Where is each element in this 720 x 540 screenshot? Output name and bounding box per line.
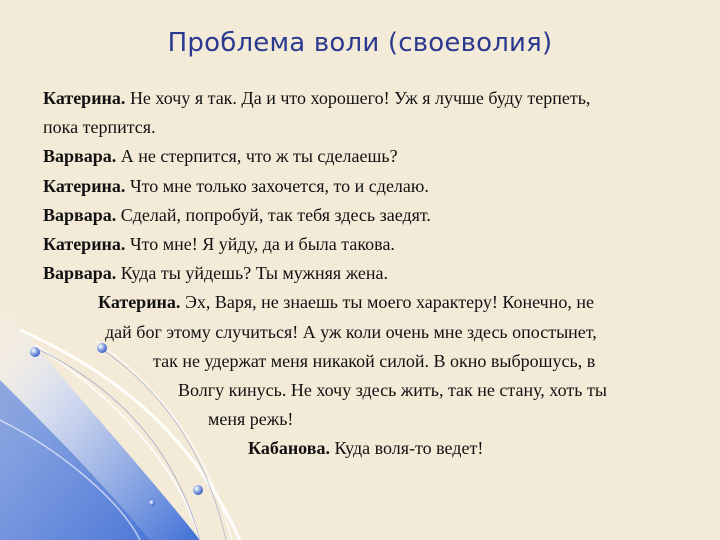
decor-dot bbox=[193, 485, 203, 495]
dialogue-line bbox=[43, 261, 388, 285]
speaker-name: Катерина. bbox=[98, 292, 181, 312]
speaker-name: Варвара. bbox=[43, 205, 117, 225]
dialogue-line bbox=[43, 86, 590, 110]
dialogue-line bbox=[43, 203, 431, 227]
speaker-name: Варвара. bbox=[43, 263, 117, 283]
line-text: Волгу кинусь. Не хочу здесь жить, так не стану, хоть ты bbox=[178, 380, 607, 400]
dialogue-line bbox=[43, 232, 395, 256]
speaker-name: Кабанова. bbox=[248, 438, 330, 458]
speaker-name: Катерина. bbox=[43, 234, 126, 254]
dialogue-line bbox=[208, 407, 293, 431]
dialogue-line bbox=[248, 436, 483, 460]
slide-title: Проблема воли (своеволия) bbox=[167, 28, 553, 58]
speaker-name: Варвара. bbox=[43, 146, 117, 166]
dialogue-line bbox=[178, 378, 607, 402]
dialogue-line bbox=[105, 320, 597, 344]
line-text: Куда ты уйдешь? Ты мужняя жена. bbox=[116, 263, 388, 283]
line-text: так не удержат меня никакой силой. В окно выброшусь, в bbox=[153, 351, 596, 371]
line-text: А не стерпится, что ж ты сделаешь? bbox=[116, 146, 398, 166]
dialogue-line bbox=[43, 115, 156, 139]
dialogue-line bbox=[98, 290, 594, 314]
line-text: дай бог этому случиться! А уж коли очень мне здесь опостынет, bbox=[105, 322, 597, 342]
line-text: Куда воля-то ведет! bbox=[329, 438, 484, 458]
line-text: меня режь! bbox=[208, 409, 294, 429]
decor-dot bbox=[30, 347, 40, 357]
dialogue-line bbox=[43, 174, 429, 198]
line-text: Эх, Варя, не знаешь ты моего характеру! Конечно, не bbox=[180, 292, 594, 312]
decor-dot bbox=[97, 343, 107, 353]
line-text: Что мне! Я уйду, да и была такова. bbox=[125, 234, 395, 254]
line-text: Сделай, попробуй, так тебя здесь заедят. bbox=[116, 205, 431, 225]
line-text: пока терпится. bbox=[43, 117, 156, 137]
dialogue-line bbox=[43, 144, 398, 168]
decor-dot bbox=[149, 500, 155, 506]
dialogue-line bbox=[153, 349, 595, 373]
speaker-name: Катерина. bbox=[43, 176, 126, 196]
line-text: Не хочу я так. Да и что хорошего! Уж я лучше буду терпеть, bbox=[125, 88, 591, 108]
line-text: Что мне только захочется, то и сделаю. bbox=[125, 176, 429, 196]
speaker-name: Катерина. bbox=[43, 88, 126, 108]
